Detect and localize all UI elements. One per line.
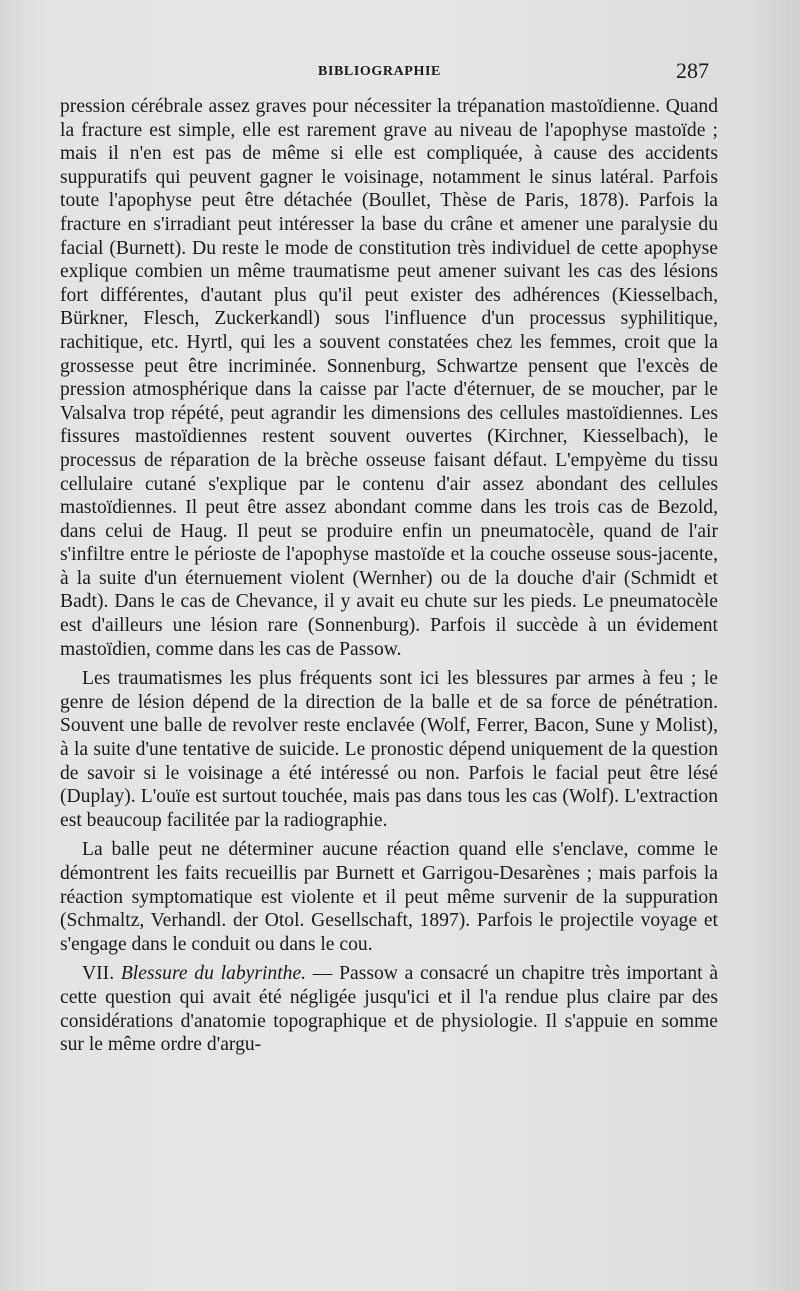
paragraph-text: — Passow a consacré un chapitre très important à cette question qui avait été négligée jusqu'ici et il l'a rendue plus claire par des considérations d'anatomie topographique et de physiologie. Il s'appuie en somme sur le même ordre d'argu- <box>60 963 719 1056</box>
section-number: VII. <box>82 963 121 985</box>
paragraph: La balle peut ne déterminer aucune réaction quand elle s'enclave, comme le démontrent les faits recueillis par Burnett et Garrigou-Desarènes ; mais parfois la réaction symptomatique est violente et il peut même survenir de la suppuration (Schmaltz, Verhandl. der Otol. Gesellschaft, 1897). Parfois le projectile voyage et s'engage dans le conduit ou dans le cou. <box>60 839 718 955</box>
section-title: Blessure du labyrinthe. <box>120 963 307 985</box>
running-title: BIBLIOGRAPHIE <box>318 64 441 79</box>
page-number: 287 <box>676 58 709 83</box>
paragraph: Les traumatismes les plus fréquents sont ici les blessures par armes à feu ; le genre de lésion dépend de la direction de la balle et de sa force de pénétration. Souvent une balle de revolver reste enclavée (Wolf, Ferrer, Bacon, Sune y Molist), à la suite d'une tentative de suicide. Le pronostic dépend uniquement de la question de savoir si le voisinage a été intéressé ou non. Parfois le facial peut être lésé (Duplay). L'ouïe est surtout touchée, mais pas dans tous les cas (Wolf). L'extraction est beaucoup facilitée par la radiographie. <box>60 668 718 831</box>
page-header <box>0 58 800 88</box>
paragraph <box>60 962 718 1056</box>
paragraph: pression cérébrale assez graves pour nécessiter la trépanation mastoïdienne. Quand la fracture est simple, elle est rarement grave au niveau de l'apophyse mastoïde ; mais il n'en est pas de même si elle est compliquée, à cause des accidents suppuratifs qui peuvent gagner le voisinage, notamment le sinus latéral. Parfois toute l'apophyse peut être détachée (Boullet, Thèse de Paris, 1878). Parfois la fracture en s'irradiant peut intéresser la base du crâne et amener une paralysie du facial (Burnett). Du reste le mode de constitution très individuel de cette apophyse explique combien un même traumatisme peut amener suivant les cas des lésions fort différentes, d'autant plus qu'il peut exister des adhérences (Kiesselbach, Bürkner, Flesch, Zuckerkandl) sous l'influence d'un processus syphilitique, rachitique, etc. Hyrtl, qui les a souvent constatées chez les femmes, croit que la grossesse peut être incriminée. Sonnenburg, Schwartze pensent que l'excès de pression atmosphérique dans la caisse par l'acte d'éternuer, de se moucher, par le Valsalva trop répété, peut agrandir les dimensions des cellules mastoïdiennes. Les fissures mastoïdiennes restent souvent ouvertes (Kirchner, Kiesselbach), le processus de réparation de la brèche osseuse faisant défaut. L'empyème du tissu cellulaire cutané s'explique par le contenu d'air assez abondant des cellules mastoïdiennes. Il peut être assez abondant comme dans les trois cas de Bezold, dans celui de Haug. Il peut se produire enfin un pneumatocèle, quand de l'air s'infiltre entre le périoste de l'apophyse mastoïde et la couche osseuse sous-jacente, à la suite d'un éternuement violent (Wernher) ou de la douche d'air (Schmidt et Badt). Dans le cas de Chevance, il y avait eu chute sur les pieds. Le pneumatocèle est d'ailleurs une lésion rare (Sonnenburg). Parfois il succède à un évidement mastoïdien, comme dans les cas de Passow. <box>60 96 718 660</box>
body-text <box>60 95 718 1057</box>
